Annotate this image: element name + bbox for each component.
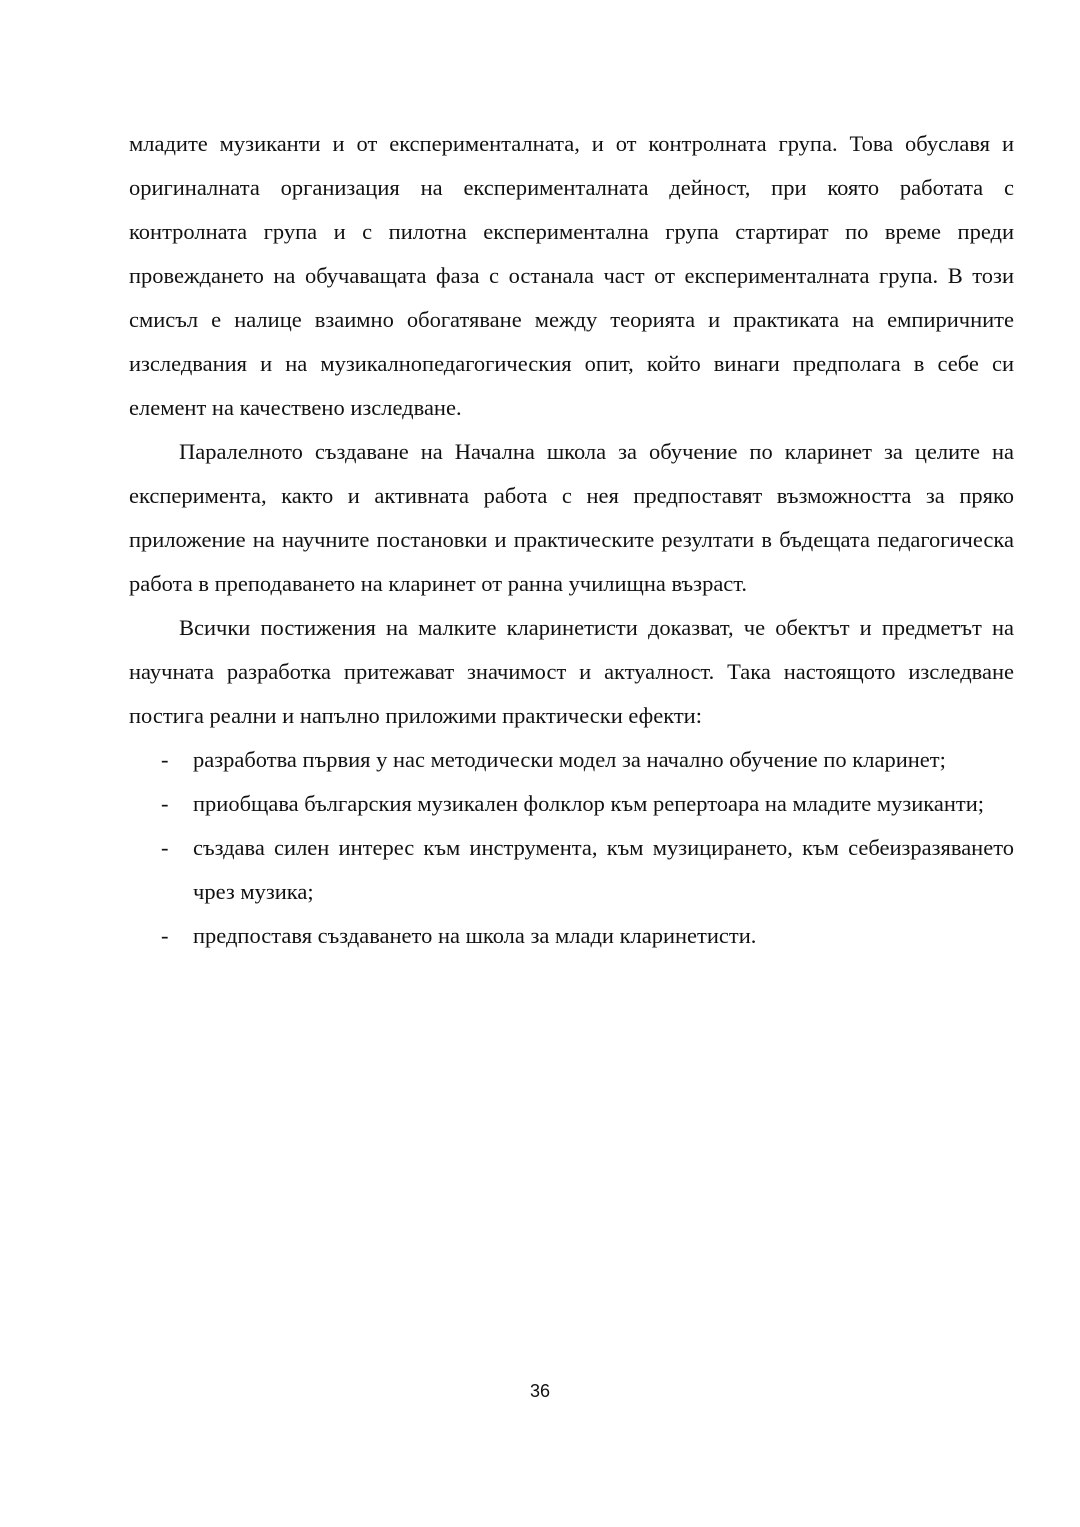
paragraph: Всички постижения на малките кларинетисти доказват, че обектът и предметът на научната разработка притежават значимост и актуалност. Така настоящото изследване постига реални и напълно приложими практически ефекти:	[129, 615, 1014, 728]
list-marker: -	[161, 791, 169, 816]
list-item-text: приобщава българския музикален фолклор към репертоара на младите музиканти;	[193, 791, 985, 816]
list-item-text: създава силен интерес към инструмента, към музицирането, към себеизразяването чрез музика;	[193, 835, 1014, 904]
list-item-text: разработва първия у нас методически модел за начално обучение по кларинет;	[193, 747, 946, 772]
page-number: 36	[529, 1381, 551, 1401]
paragraph: младите музиканти и от експерименталната, и от контролната група. Това обуславя и оригиналната организация на експерименталната дейност, при която работата с контролната група и с пилотна експериментална група стартират по време преди провеждането на обучаващата фаза с останала част от експерименталната група. В този смисъл е налице взаимно обогатяване между теорията и практиката на емпиричните изследвания и на музикалнопедагогическия опит, който винаги предполага в себе си елемент на качествено изследване.	[129, 131, 1014, 420]
list-item	[129, 782, 1014, 826]
list-item-text: предпоставя създаването на школа за млади кларинетисти.	[193, 923, 757, 948]
list-item	[129, 914, 1014, 958]
list-item	[129, 738, 1014, 782]
paragraph: Паралелното създаване на Начална школа за обучение по кларинет за целите на експеримента, както и активната работа с нея предпоставят възможността за пряко приложение на научните постановки и практическите резултати в бъдещата педагогическа работа в преподаването на кларинет от ранна училищна възраст.	[129, 439, 1014, 596]
list-marker: -	[161, 835, 169, 860]
bullet-list	[129, 738, 1014, 958]
list-marker: -	[161, 747, 169, 772]
list-marker: -	[161, 923, 169, 948]
body-text	[129, 122, 1014, 958]
list-item	[129, 826, 1014, 914]
